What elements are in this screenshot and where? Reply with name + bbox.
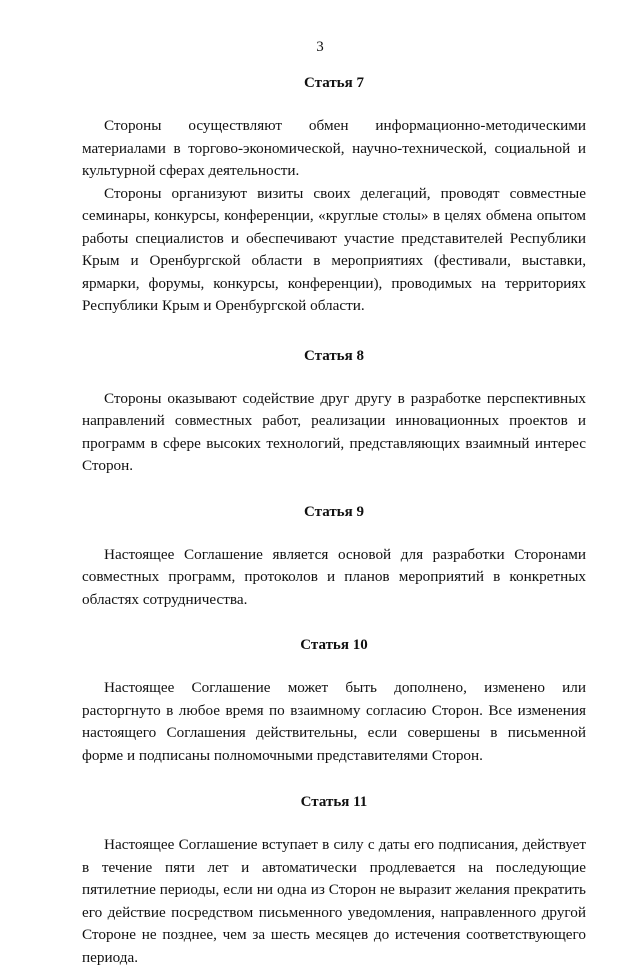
page-number: 3 [316, 39, 324, 55]
article-7 [82, 72, 586, 318]
document-body [82, 72, 586, 969]
article-paragraph: Стороны организуют визиты своих делегаций, проводят совместные семинары, конкурсы, конференции, «круглые столы» в целях обмена опытом работы специалистов и обеспечивают участие представителей Республики Крым и Оренбургской области в мероприятиях (фестивали, выставки, ярмарки, форумы, конкурсы, конференции), проводимых на территориях Республики Крым и Оренбургской области. [82, 184, 586, 314]
article-paragraph: Стороны оказывают содействие друг другу в разработке перспективных направлений совместных работ, реализации инновационных проектов и программ в сфере высоких технологий, представляющих взаимный интерес Сторон. [82, 389, 586, 474]
article-title: Статья 8 [304, 347, 364, 364]
article-paragraph: Стороны осуществляют обмен информационно-методическими материалами в торгово-экономической, научно-технической, социальной и культурной сферах деятельности. [82, 117, 586, 179]
article-9 [82, 501, 586, 612]
article-paragraph: Настоящее Соглашение вступает в силу с даты его подписания, действует в течение пяти лет и автоматически продлевается на последующие пятилетние периоды, если ни одна из Сторон не выразит желания прекратить его действие посредством письменного уведомления, направленного другой Стороне не позднее, чем за шесть месяцев до истечения соответствующего периода. [82, 836, 586, 966]
article-paragraph: Настоящее Соглашение является основой для разработки Сторонами совместных программ, протоколов и планов мероприятий в конкретных областях сотрудничества. [82, 545, 586, 608]
article-title: Статья 7 [304, 75, 364, 91]
article-11 [82, 791, 586, 969]
article-paragraph: Настоящее Соглашение может быть дополнено, изменено или расторгнуто в любое время по взаимному согласию Сторон. Все изменения настоящего Соглашения действительны, если совершены в письменной форме и подписаны полномочными представителями Сторон. [82, 679, 586, 764]
article-title: Статья 9 [304, 503, 364, 520]
article-8 [82, 345, 586, 478]
article-10 [82, 634, 586, 767]
article-title: Статья 10 [300, 637, 368, 653]
article-title: Статья 11 [300, 794, 368, 810]
